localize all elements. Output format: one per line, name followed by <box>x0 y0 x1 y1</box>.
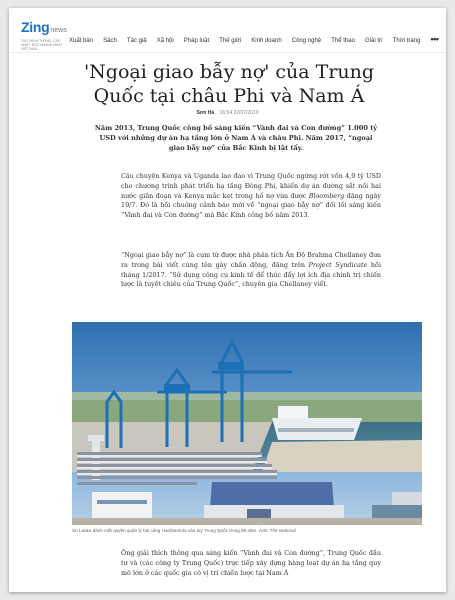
caption-text: Sri Lanka đánh mất quyền quản lý hải cảng Hambantota vào tay Trung Quốc trong 99 năm. Ảnh: <box>72 528 270 533</box>
nav-item-the-gioi[interactable]: Thế giới <box>219 38 242 44</box>
nav-item-xa-hoi[interactable]: Xã hội <box>156 38 174 44</box>
paragraph-text: Câu chuyện Kenya và Uganda lao đao vì Trung Quốc ngừng rót vốn 4,9 tỷ USD cho chương trình phát triển hạ tầng Đông Phi, khiến dự án đường sắt nối hai nước giãn đoạn và Kenya mắc kẹt trong hố nợ vừa được <box>121 172 381 200</box>
article-meta <box>9 110 446 116</box>
publication-name: Bloomberg <box>308 191 345 200</box>
logo-tagline: TIN CHÍNH THỐNG, CẬP NHẬT, ĐỌC NHANH NHẤT VIỆT NAM <box>21 39 63 51</box>
photo-caption <box>72 528 432 533</box>
logo-text: Zing <box>21 19 50 35</box>
nav-item-giai-tri[interactable]: Giải trí <box>365 38 383 44</box>
paragraph-text: đăng ngày 19/7. Đó là hồi chuông cảnh báo mới về “ngoại giao bẫy nợ” đối lối sáng kiến “Vành đai và Con đường” mà Bắc Kinh công bố năm 2013. <box>121 191 381 220</box>
article-photo[interactable] <box>72 322 422 525</box>
publish-datetime: 16:54 22/07/2019 <box>219 110 259 116</box>
top-navigation <box>9 8 446 53</box>
more-menu-icon[interactable]: ••• <box>430 34 439 44</box>
nav-item-sach[interactable]: Sách <box>103 38 117 44</box>
logo-suffix: news <box>50 27 67 34</box>
article-title: 'Ngoại giao bẫy nợ' của Trung Quốc tại châu Phi và Nam Á <box>83 61 375 107</box>
nav-item-thoi-trang[interactable]: Thời trang <box>392 38 421 44</box>
logo-wordmark <box>21 20 67 38</box>
nav-item-tac-gia[interactable]: Tác giả <box>126 38 147 44</box>
article-summary: Năm 2013, Trung Quốc công bố sáng kiến “Vành đai và Con đường” 1.000 tỷ USD với những dự án hạ tầng lớn ở Nam Á và châu Phi. Năm 2017, “ngoại giao bẫy nợ” của Bắc Kinh bị lật tẩy. <box>94 124 378 152</box>
photo-source: The National <box>269 528 296 533</box>
nav-item-kinh-doanh[interactable]: Kinh doanh <box>251 38 282 44</box>
category-menu <box>69 27 438 46</box>
article-paragraph: Ông giải thích thông qua sáng kiến “Vành đai và Con đường”, Trung Quốc đầu tư và (các công ty Trung Quốc) trực tiếp xây dựng hàng loạt dự án hạ tầng quy mô lớn ở các quốc gia có vị trí chiến lược tại Nam Á <box>121 549 381 577</box>
article-page <box>9 8 446 592</box>
paragraph-text: “Ngoại giao bẫy nợ” là cụm từ được nhà phân tích Ấn Độ Brahma Chellaney đưa ra trong bài viết cùng tên gây chấn động, đăng trên <box>121 251 381 269</box>
site-logo[interactable] <box>21 20 67 51</box>
article-paragraph <box>121 251 381 290</box>
author-name[interactable]: Sơn Hà <box>196 110 215 116</box>
nav-item-phap-luat[interactable]: Pháp luật <box>183 38 210 44</box>
nav-item-the-thao[interactable]: Thể thao <box>331 38 355 44</box>
nav-item-xuat-ban[interactable]: Xuất bản <box>69 38 94 44</box>
paragraph-text: hồi tháng 1/2017. “Sử dụng công cụ kinh tế để thúc đẩy lợi ích địa chính trị chiến lược là tuyệt chiêu của Trung Quốc”, chuyên gia Chellaney viết. <box>121 260 381 289</box>
nav-item-cong-nghe[interactable]: Công nghệ <box>291 38 322 44</box>
port-photo-illustration <box>72 322 422 525</box>
article-paragraph <box>121 172 381 221</box>
publication-name: Project Syndicate <box>308 260 368 269</box>
